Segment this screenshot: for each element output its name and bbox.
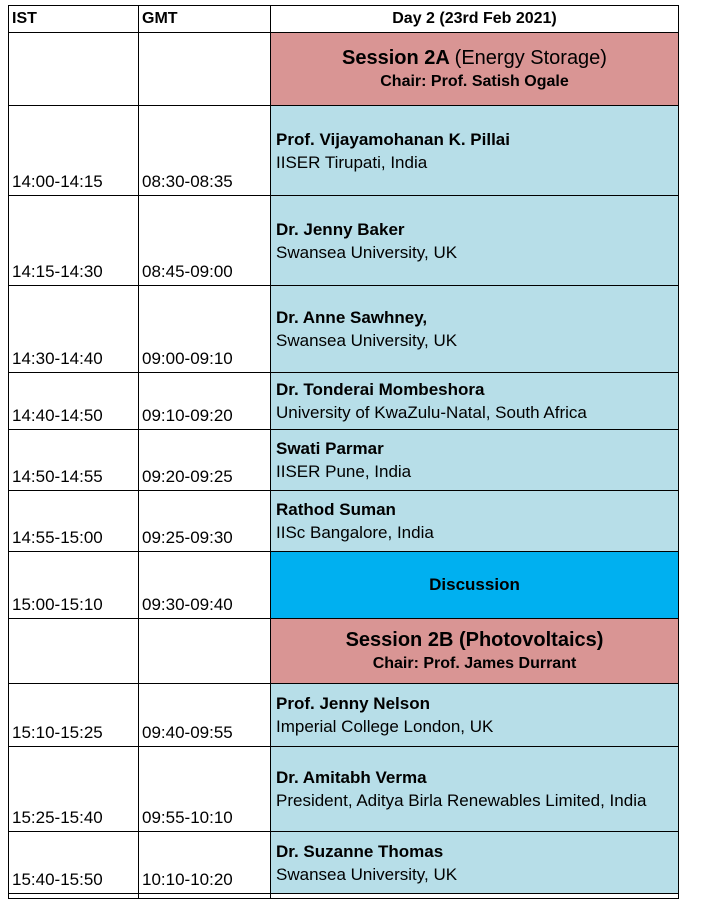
discussion-cell: Discussion xyxy=(271,552,679,619)
ist-time: 15:10-15:25 xyxy=(9,684,139,747)
empty-cell xyxy=(9,894,139,899)
session-2a-row xyxy=(9,33,679,106)
session-title-main: Session 2A xyxy=(342,47,450,69)
session-2b-row xyxy=(9,619,679,684)
speaker-name: Dr. Amitabh Verma xyxy=(276,768,427,787)
gmt-time: 10:10-10:20 xyxy=(139,832,271,894)
speaker-cell xyxy=(271,491,679,552)
table-row xyxy=(9,832,679,894)
table-row xyxy=(9,286,679,373)
table-row xyxy=(9,684,679,747)
speaker-name: Swati Parmar xyxy=(276,439,384,458)
ist-time: 15:00-15:10 xyxy=(9,552,139,619)
cutoff-row xyxy=(9,894,679,899)
speaker-cell xyxy=(271,106,679,196)
session-title xyxy=(271,45,678,71)
speaker-affiliation: Swansea University, UK xyxy=(276,331,458,350)
speaker-name: Dr. Suzanne Thomas xyxy=(276,841,444,861)
speaker-affiliation: University of KwaZulu-Natal, South Africa xyxy=(276,403,587,422)
table-row xyxy=(9,747,679,832)
session-title: Session 2B (Photovoltaics) xyxy=(345,629,604,651)
speaker-name: Prof. Vijayamohanan K. Pillai xyxy=(276,129,510,149)
gmt-time: 09:25-09:30 xyxy=(139,491,271,552)
ist-time: 14:00-14:15 xyxy=(9,106,139,196)
gmt-time: 09:20-09:25 xyxy=(139,430,271,491)
table-row xyxy=(9,491,679,552)
speaker-affiliation: IISER Tirupati, India xyxy=(276,152,428,172)
speaker-cell xyxy=(271,430,679,491)
speaker-affiliation: IISER Pune, India xyxy=(276,462,412,481)
ist-time: 14:50-14:55 xyxy=(9,430,139,491)
discussion-row xyxy=(9,552,679,619)
gmt-time: 09:00-09:10 xyxy=(139,286,271,373)
empty-cell xyxy=(139,33,271,106)
speaker-affiliation: Swansea University, UK xyxy=(276,242,458,262)
ist-time: 14:55-15:00 xyxy=(9,491,139,552)
speaker-name: Dr. Anne Sawhney, xyxy=(276,308,428,327)
day-header: Day 2 (23rd Feb 2021) xyxy=(271,6,679,33)
table-row xyxy=(9,196,679,286)
empty-cell xyxy=(139,894,271,899)
session-2a-cell xyxy=(271,33,679,106)
session-2b-cell xyxy=(271,619,679,684)
speaker-name: Rathod Suman xyxy=(276,500,396,519)
speaker-affiliation: Swansea University, UK xyxy=(276,864,458,884)
speaker-name: Dr. Jenny Baker xyxy=(276,219,405,239)
gmt-time: 09:30-09:40 xyxy=(139,552,271,619)
table-row xyxy=(9,430,679,491)
gmt-time: 09:55-10:10 xyxy=(139,747,271,832)
speaker-cell xyxy=(271,832,679,894)
ist-time: 14:15-14:30 xyxy=(9,196,139,286)
ist-time: 14:30-14:40 xyxy=(9,286,139,373)
ist-time: 14:40-14:50 xyxy=(9,373,139,430)
speaker-cell xyxy=(271,286,679,373)
ist-header: IST xyxy=(9,6,139,33)
header-row xyxy=(9,6,679,33)
gmt-time: 08:30-08:35 xyxy=(139,106,271,196)
empty-cell xyxy=(9,619,139,684)
speaker-cell xyxy=(271,684,679,747)
speaker-affiliation: Imperial College London, UK xyxy=(276,717,494,736)
ist-time: 15:25-15:40 xyxy=(9,747,139,832)
gmt-time: 09:40-09:55 xyxy=(139,684,271,747)
empty-cell xyxy=(9,33,139,106)
speaker-affiliation: IISc Bangalore, India xyxy=(276,523,434,542)
empty-cell xyxy=(271,894,679,899)
table-row xyxy=(9,373,679,430)
speaker-cell xyxy=(271,747,679,832)
speaker-name: Prof. Jenny Nelson xyxy=(276,694,430,713)
table-row xyxy=(9,106,679,196)
schedule-table xyxy=(8,5,679,899)
speaker-affiliation: President, Aditya Birla Renewables Limited, India xyxy=(276,791,647,810)
session-chair: Chair: Prof. Satish Ogale xyxy=(380,73,569,90)
ist-time: 15:40-15:50 xyxy=(9,832,139,894)
empty-cell xyxy=(139,619,271,684)
speaker-cell xyxy=(271,373,679,430)
gmt-time: 09:10-09:20 xyxy=(139,373,271,430)
gmt-time: 08:45-09:00 xyxy=(139,196,271,286)
gmt-header: GMT xyxy=(139,6,271,33)
session-track: (Energy Storage) xyxy=(454,47,607,69)
session-chair: Chair: Prof. James Durrant xyxy=(372,655,577,672)
speaker-name: Dr. Tonderai Mombeshora xyxy=(276,380,485,399)
speaker-cell xyxy=(271,196,679,286)
